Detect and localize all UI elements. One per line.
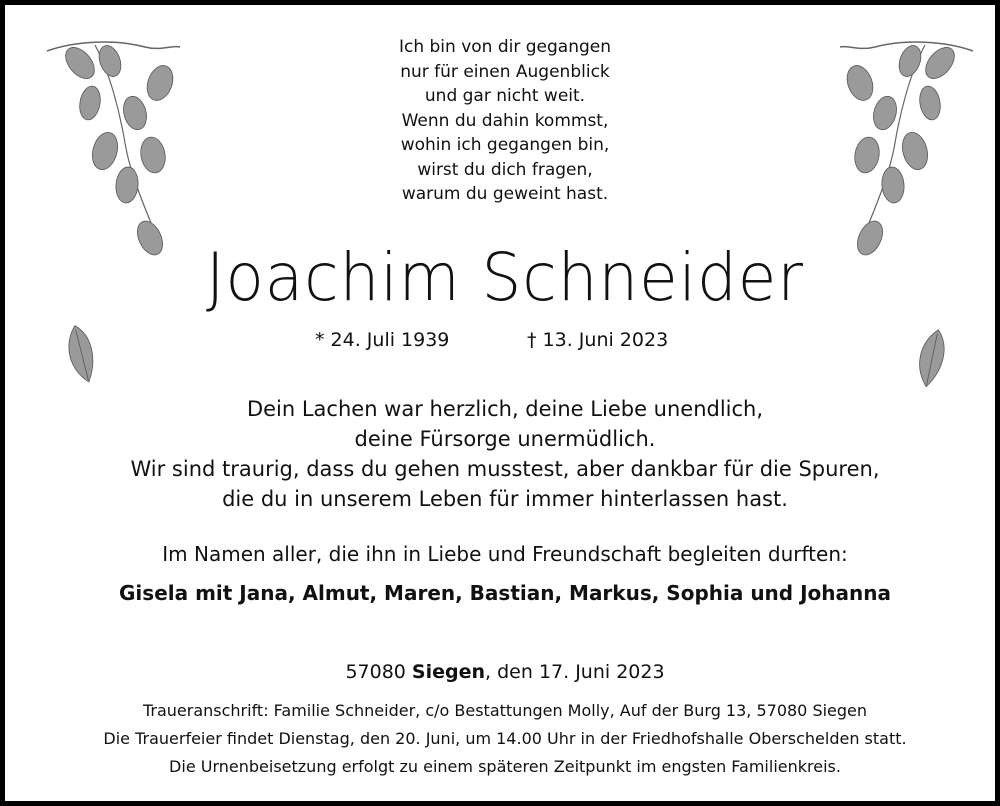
deceased-name: Joachim Schneider — [206, 239, 804, 316]
mourning-address: Traueranschrift: Familie Schneider, c/o Bestattungen Molly, Auf der Burg 13, 57080 Siegen — [142, 701, 868, 720]
poem-line: Wenn du dahin kommst, — [401, 110, 609, 131]
poem — [305, 35, 705, 207]
poem-line: nur für einen Augenblick — [400, 61, 610, 82]
birch-branch-icon — [35, 33, 205, 263]
urn-burial-info: Die Urnenbeisetzung erfolgt zu einem späteren Zeitpunkt im engsten Familienkreis. — [169, 757, 841, 776]
tribute-line: Wir sind traurig, dass du gehen musstest, aber dankbar für die Spuren, — [130, 457, 880, 481]
tribute-line: die du in unserem Leben für immer hinterlassen hast. — [222, 487, 788, 511]
poem-line: wohin ich gegangen bin, — [400, 135, 610, 155]
death-date: † 13. Juni 2023 — [527, 329, 669, 351]
poem-line: Ich bin von dir gegangen — [398, 37, 612, 57]
birth-date: * 24. Juli 1939 — [315, 329, 450, 351]
place-and-date — [5, 657, 1000, 687]
footer-notes — [5, 697, 1000, 781]
tribute-text — [5, 394, 1000, 514]
notice-date: , den 17. Juni 2023 — [485, 661, 665, 683]
poem-line: warum du geweint hast. — [401, 184, 609, 204]
city: Siegen — [411, 661, 486, 683]
birch-branch-icon — [815, 33, 985, 263]
mourners-intro: Im Namen aller, die ihn in Liebe und Freundschaft begleiten durften: — [162, 542, 848, 566]
postcode: 57080 — [345, 661, 412, 683]
tribute-line: deine Fürsorge unermüdlich. — [354, 427, 656, 451]
funeral-service-info: Die Trauerfeier findet Dienstag, den 20. Juni, um 14.00 Uhr in der Friedhofshalle Oberschelden statt. — [103, 729, 907, 748]
family-names: Gisela mit Jana, Almut, Maren, Bastian, Markus, Sophia und Johanna — [119, 581, 891, 605]
tribute-line: Dein Lachen war herzlich, deine Liebe unendlich, — [246, 397, 764, 421]
leaf-icon — [61, 323, 101, 387]
poem-line: wirst du dich fragen, — [417, 159, 593, 180]
leaf-icon — [911, 327, 951, 391]
poem-line: und gar nicht weit. — [424, 86, 586, 106]
